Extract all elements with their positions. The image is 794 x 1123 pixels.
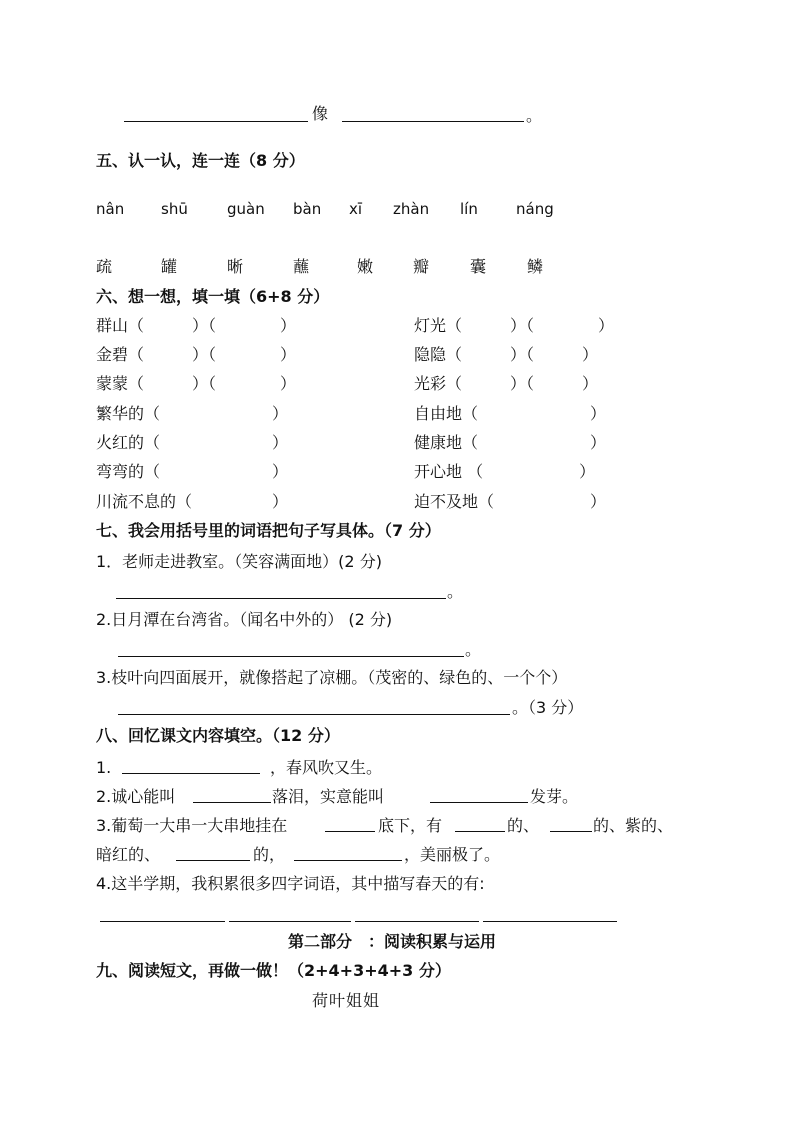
answer-blank-8-5d[interactable] — [483, 921, 617, 922]
section-7-title: 七、我会用括号里的词语把句子写具体。（7 分） — [96, 521, 441, 540]
answer-blank-8-4a[interactable] — [176, 860, 250, 861]
period: 。 — [465, 640, 482, 659]
question-7-3: 3.枝叶向四面展开，就像搭起了凉棚。（茂密的、绿色的、一个个） — [96, 668, 568, 687]
story-title: 荷叶姐姐 — [312, 991, 381, 1010]
top-period: 。 — [526, 106, 543, 125]
line-text: 的、紫的、 — [593, 816, 674, 835]
answer-blank-7-2[interactable] — [118, 656, 464, 657]
line-text: 发芽。 — [530, 787, 579, 806]
line-text: 2.诚心能叫 — [96, 787, 176, 806]
period: 。 — [447, 582, 464, 601]
pinyin-item: náng — [516, 200, 554, 218]
pinyin-item: shū — [161, 200, 188, 218]
fill-item[interactable]: 川流不息的（ ） — [96, 492, 289, 511]
answer-blank-8-2b[interactable] — [430, 802, 528, 803]
line-text: 底下，有 — [378, 816, 443, 835]
char-item[interactable]: 囊 — [470, 257, 487, 276]
line-text: 暗红的、 — [96, 845, 161, 864]
char-item[interactable]: 罐 — [161, 257, 178, 276]
question-7-1: 1．老师走进教室。（笑容满面地）(2 分) — [96, 552, 382, 571]
answer-blank-8-1[interactable] — [122, 773, 260, 774]
char-item[interactable]: 晰 — [227, 257, 244, 276]
answer-blank-8-5b[interactable] — [229, 921, 351, 922]
pinyin-item: xī — [349, 200, 363, 218]
question-7-2: 2.日月潭在台湾省。（闻名中外的） (2 分) — [96, 610, 393, 629]
pinyin-item: bàn — [293, 200, 322, 218]
char-item[interactable]: 鳞 — [527, 257, 544, 276]
line-text: ，美丽极了。 — [404, 845, 501, 864]
fill-item[interactable]: 自由地（ ） — [414, 404, 607, 423]
answer-blank-top-2[interactable] — [342, 121, 524, 122]
fill-item[interactable]: 火红的（ ） — [96, 433, 289, 452]
answer-blank-8-5c[interactable] — [355, 921, 479, 922]
fill-item[interactable]: 迫不及地（ ） — [414, 492, 607, 511]
fill-item[interactable]: 弯弯的（ ） — [96, 462, 289, 481]
fill-item[interactable]: 群山（ ）（ ） — [96, 316, 297, 335]
section-9-title: 九、阅读短文，再做一做！（2+4+3+4+3 分） — [96, 961, 451, 980]
pinyin-item: guàn — [227, 200, 265, 218]
char-item[interactable]: 蘸 — [293, 257, 310, 276]
line-text: 的， — [253, 845, 286, 864]
xiang-char: 像 — [312, 104, 329, 123]
answer-blank-top-1[interactable] — [124, 121, 308, 122]
char-item[interactable]: 瓣 — [413, 257, 430, 276]
section-8-title: 八、回忆课文内容填空。（12 分） — [96, 726, 340, 745]
section-6-title: 六、想一想，填一填（6+8 分） — [96, 287, 330, 306]
fill-item[interactable]: 蒙蒙（ ）（ ） — [96, 374, 297, 393]
item-number: 1. — [96, 758, 112, 777]
answer-blank-8-3a[interactable] — [325, 831, 375, 832]
pinyin-item: lín — [460, 200, 478, 218]
answer-blank-8-4b[interactable] — [294, 860, 402, 861]
answer-blank-8-3b[interactable] — [455, 831, 505, 832]
pinyin-item: nân — [96, 200, 125, 218]
answer-blank-8-3c[interactable] — [550, 831, 592, 832]
fill-item[interactable]: 繁华的（ ） — [96, 404, 289, 423]
fill-item[interactable]: 金碧（ ）（ ） — [96, 345, 297, 364]
fill-item[interactable]: 健康地（ ） — [414, 433, 607, 452]
line-text: 3.葡萄一大串一大串地挂在 — [96, 816, 288, 835]
pinyin-item: zhàn — [393, 200, 430, 218]
line-text: 4.这半学期，我积累很多四字词语，其中描写春天的有: — [96, 874, 485, 893]
fill-item[interactable]: 光彩（ ）（ ） — [414, 374, 599, 393]
answer-blank-8-5a[interactable] — [100, 921, 225, 922]
answer-blank-7-1[interactable] — [116, 598, 446, 599]
char-item[interactable]: 疏 — [96, 257, 113, 276]
line-text: 落泪，实意能叫 — [272, 787, 385, 806]
score-note: 。（3 分） — [512, 698, 584, 717]
part-2-title: 第二部分 ：阅读积累与运用 — [288, 932, 497, 951]
answer-blank-8-2a[interactable] — [193, 802, 271, 803]
line-text: ，春风吹又生。 — [270, 758, 383, 777]
fill-item[interactable]: 灯光（ ）（ ） — [414, 316, 615, 335]
section-5-title: 五、认一认，连一连（8 分） — [96, 151, 305, 170]
char-item[interactable]: 嫩 — [357, 257, 374, 276]
fill-item[interactable]: 隐隐（ ）（ ） — [414, 345, 599, 364]
line-text: 的、 — [507, 816, 540, 835]
fill-item[interactable]: 开心地 （ ） — [414, 462, 596, 481]
answer-blank-7-3[interactable] — [118, 714, 510, 715]
